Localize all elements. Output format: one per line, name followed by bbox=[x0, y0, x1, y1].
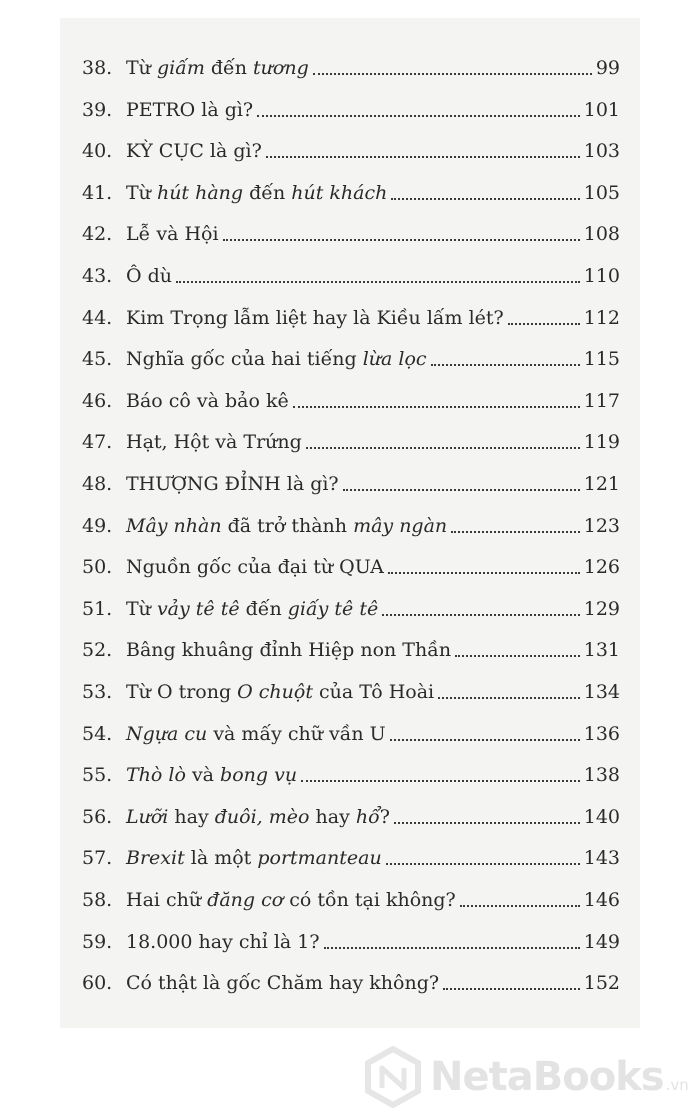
toc-title-italic-part: Ngựa cu bbox=[126, 722, 208, 745]
toc-title-part: Hạt, Hột và Trứng bbox=[126, 431, 302, 454]
toc-entry-title bbox=[126, 139, 262, 163]
toc-entry-page: 149 bbox=[583, 930, 620, 953]
toc-dot-leader bbox=[301, 779, 580, 782]
toc-title-italic-part: tương bbox=[253, 57, 309, 79]
toc-entry-number: 47. bbox=[82, 431, 113, 454]
toc-entry-title bbox=[126, 98, 253, 122]
toc-entry bbox=[82, 799, 620, 829]
toc-entry-number: 38. bbox=[82, 57, 113, 79]
toc-entry bbox=[82, 133, 620, 163]
toc-entry-number: 53. bbox=[82, 681, 113, 703]
toc-entry-number: 54. bbox=[82, 722, 113, 745]
toc-title-part: Bâng khuâng đỉnh Hiệp non Thần bbox=[126, 639, 452, 662]
toc-dot-leader bbox=[266, 155, 580, 158]
toc-entry-number: 57. bbox=[82, 847, 113, 870]
toc-title-part: Nghĩa gốc của hai tiếng bbox=[126, 348, 363, 371]
toc-entry-number: 56. bbox=[82, 805, 113, 828]
toc-entry-page: 105 bbox=[583, 181, 620, 204]
toc-entry-title bbox=[126, 555, 384, 579]
toc-entry-number: 46. bbox=[82, 389, 113, 412]
toc-entry bbox=[82, 716, 620, 746]
toc-entry-page: 134 bbox=[583, 681, 620, 703]
toc-title-part: Từ O trong bbox=[126, 681, 238, 703]
toc-entry-number: 39. bbox=[82, 98, 113, 121]
toc-entry-page: 138 bbox=[583, 764, 620, 787]
toc-entry-page: 112 bbox=[583, 306, 620, 329]
toc-entry-title bbox=[126, 930, 320, 954]
toc-title-part: và bbox=[185, 764, 221, 787]
toc-entry-page: 152 bbox=[583, 972, 620, 995]
toc-entry-title bbox=[126, 722, 386, 746]
toc-entry-page: 115 bbox=[583, 348, 620, 371]
toc-title-italic-part: Mây nhàn bbox=[126, 514, 222, 537]
toc-entry-number: 44. bbox=[82, 306, 113, 329]
toc-entry-page: 136 bbox=[583, 722, 620, 745]
toc-entry-page: 140 bbox=[583, 805, 620, 828]
toc-dot-leader bbox=[324, 946, 580, 949]
toc-dot-leader bbox=[223, 238, 580, 241]
toc-entry bbox=[82, 466, 620, 496]
toc-title-part: là một bbox=[184, 847, 258, 870]
toc-title-part: và mấy chữ vần U bbox=[207, 722, 386, 745]
toc-title-italic-part: Brexit bbox=[126, 847, 185, 870]
toc-title-italic-part: hút hàng bbox=[156, 181, 244, 204]
toc-entry bbox=[82, 300, 620, 330]
toc-entry-number: 60. bbox=[82, 972, 113, 995]
toc-entry-number: 40. bbox=[82, 140, 113, 163]
toc-entry-page: 123 bbox=[583, 514, 620, 537]
netabooks-n-hexagon-icon bbox=[362, 1046, 424, 1108]
toc-entry-number: 43. bbox=[82, 265, 113, 287]
toc-dot-leader bbox=[343, 488, 580, 491]
toc-entry-title bbox=[126, 347, 427, 371]
toc-title-part: Từ bbox=[126, 597, 157, 620]
toc-entry bbox=[82, 92, 620, 122]
toc-entry bbox=[82, 549, 620, 579]
toc-title-part: Có thật là gốc Chăm hay không? bbox=[126, 972, 440, 995]
toc-dot-leader bbox=[438, 696, 580, 699]
toc-title-part: Báo cô và bảo kê bbox=[126, 389, 289, 412]
toc-dot-leader bbox=[460, 904, 580, 907]
watermark-tld: .vn bbox=[665, 1076, 689, 1094]
toc-entry-number: 58. bbox=[82, 889, 113, 911]
toc-title-part: Kim Trọng lẫm liệt hay là Kiều lấm lét? bbox=[126, 306, 504, 329]
toc-entry-title bbox=[126, 846, 382, 870]
toc-entry bbox=[82, 965, 620, 995]
toc-entry bbox=[82, 424, 620, 454]
toc-title-part: 18.000 hay chỉ là 1? bbox=[126, 930, 320, 953]
toc-title-italic-part: Lưỡi bbox=[126, 805, 169, 828]
toc-entry-page: 103 bbox=[583, 140, 620, 163]
toc-title-part: đến bbox=[204, 57, 254, 79]
toc-title-italic-part: bong vụ bbox=[220, 764, 298, 787]
toc-entry-title bbox=[126, 430, 302, 454]
toc-dot-leader bbox=[451, 530, 580, 533]
toc-title-part: Hai chữ bbox=[126, 889, 208, 911]
toc-entry-number: 41. bbox=[82, 181, 113, 204]
watermark-brand: NetaBooks bbox=[430, 1054, 664, 1100]
toc-dot-leader bbox=[390, 738, 580, 741]
toc-entry bbox=[82, 508, 620, 538]
toc-entry-number: 55. bbox=[82, 764, 113, 787]
toc-title-part: Ô dù bbox=[126, 265, 173, 287]
toc-entry-page: 126 bbox=[583, 556, 620, 579]
toc-title-part: hay bbox=[168, 805, 215, 828]
toc-entry-page: 129 bbox=[583, 597, 620, 620]
toc-title-italic-part: giấy tê tê bbox=[287, 597, 379, 620]
toc-entry bbox=[82, 674, 620, 704]
toc-title-italic-part: vảy tê tê bbox=[156, 597, 240, 620]
toc-entry bbox=[82, 383, 620, 413]
toc-entry bbox=[82, 216, 620, 246]
toc-title-italic-part: hổ bbox=[355, 805, 380, 828]
toc-entry bbox=[82, 840, 620, 870]
toc-title-part: đến bbox=[243, 181, 292, 204]
toc-title-italic-part: Thò lò bbox=[126, 764, 186, 787]
toc-title-italic-part: portmanteau bbox=[257, 847, 382, 870]
toc-entry-number: 59. bbox=[82, 930, 113, 953]
toc-entry bbox=[82, 924, 620, 954]
netabooks-watermark bbox=[362, 1042, 692, 1112]
toc-title-italic-part: lừa lọc bbox=[362, 348, 427, 371]
toc-entry-page: 99 bbox=[595, 57, 620, 79]
toc-entry bbox=[82, 757, 620, 787]
toc-title-part: Nguồn gốc của đại từ QUA bbox=[126, 556, 384, 579]
toc-title-part: của Tô Hoài bbox=[312, 681, 435, 703]
toc-title-part: KỲ CỤC là gì? bbox=[126, 140, 262, 163]
toc-title-part: có tồn tại không? bbox=[283, 889, 456, 911]
toc-entry-page: 119 bbox=[583, 431, 620, 454]
toc-entry bbox=[82, 632, 620, 662]
toc-title-part: ? bbox=[379, 805, 390, 828]
toc-entry-number: 42. bbox=[82, 223, 113, 246]
toc-dot-leader bbox=[293, 405, 580, 408]
toc-entry-number: 50. bbox=[82, 556, 113, 579]
toc-entry-number: 49. bbox=[82, 514, 113, 537]
toc-title-italic-part: đăng cơ bbox=[207, 889, 284, 911]
toc-dot-leader bbox=[391, 197, 579, 200]
toc-dot-leader bbox=[386, 862, 580, 865]
toc-title-italic-part: giấm bbox=[156, 57, 205, 79]
toc-title-part: đến bbox=[239, 597, 288, 620]
toc-dot-leader bbox=[508, 322, 580, 325]
toc-entry-title bbox=[126, 763, 297, 787]
toc-title-part: THƯỢNG ĐỈNH là gì? bbox=[126, 473, 339, 495]
toc-title-part: hay bbox=[309, 805, 356, 828]
toc-entry-number: 48. bbox=[82, 473, 113, 495]
toc-entry-page: 121 bbox=[583, 473, 620, 495]
toc-title-italic-part: O chuột bbox=[237, 681, 313, 703]
toc-entry-title bbox=[126, 638, 451, 662]
toc-title-part: PETRO là gì? bbox=[126, 98, 254, 121]
toc-entry-page: 110 bbox=[583, 265, 620, 287]
toc-entry-title bbox=[126, 472, 339, 496]
toc-entry-title bbox=[126, 56, 309, 80]
toc-dot-leader bbox=[394, 821, 580, 824]
toc-entry-title bbox=[126, 680, 434, 704]
toc-entry-page: 143 bbox=[583, 847, 620, 870]
toc-entry bbox=[82, 258, 620, 288]
toc-entry-page: 108 bbox=[583, 223, 620, 246]
toc-title-italic-part: đuôi, mèo bbox=[214, 805, 310, 828]
toc-dot-leader bbox=[455, 654, 580, 657]
toc-entry-title bbox=[126, 971, 439, 995]
toc-entry-title bbox=[126, 306, 504, 330]
toc-title-part: Lễ và Hội bbox=[126, 223, 219, 246]
toc-title-part: đã trở thành bbox=[221, 514, 354, 537]
toc-entry-page: 117 bbox=[583, 389, 620, 412]
toc-title-italic-part: hút khách bbox=[291, 181, 388, 204]
toc-entry bbox=[82, 50, 620, 80]
toc-entry-page: 131 bbox=[583, 639, 620, 662]
toc-title-part: Từ bbox=[126, 57, 157, 79]
toc-title-part: Từ bbox=[126, 181, 157, 204]
toc-entry bbox=[82, 175, 620, 205]
toc-dot-leader bbox=[431, 363, 580, 366]
toc-entry-number: 45. bbox=[82, 348, 113, 371]
toc-entry-number: 52. bbox=[82, 639, 113, 662]
toc-entry-title bbox=[126, 389, 289, 413]
toc-entry-title bbox=[126, 222, 219, 246]
toc-entry bbox=[82, 882, 620, 912]
toc-entry-title bbox=[126, 514, 447, 538]
toc-dot-leader bbox=[257, 114, 580, 117]
toc-entry-title bbox=[126, 181, 387, 205]
toc-dot-leader bbox=[443, 987, 580, 990]
toc-entry bbox=[82, 341, 620, 371]
toc-dot-leader bbox=[382, 613, 580, 616]
toc-entry bbox=[82, 591, 620, 621]
toc-entry-title bbox=[126, 597, 378, 621]
toc-entry-title bbox=[126, 805, 390, 829]
toc-dot-leader bbox=[306, 446, 580, 449]
toc-dot-leader bbox=[388, 571, 580, 574]
toc-entry-number: 51. bbox=[82, 597, 113, 620]
toc-entry-title bbox=[126, 264, 172, 288]
toc-entry-title bbox=[126, 888, 456, 912]
toc-title-italic-part: mây ngàn bbox=[353, 514, 448, 537]
toc-dot-leader bbox=[313, 72, 592, 75]
toc-entry-page: 146 bbox=[583, 889, 620, 911]
toc-entry-page: 101 bbox=[583, 98, 620, 121]
toc-dot-leader bbox=[176, 280, 580, 283]
